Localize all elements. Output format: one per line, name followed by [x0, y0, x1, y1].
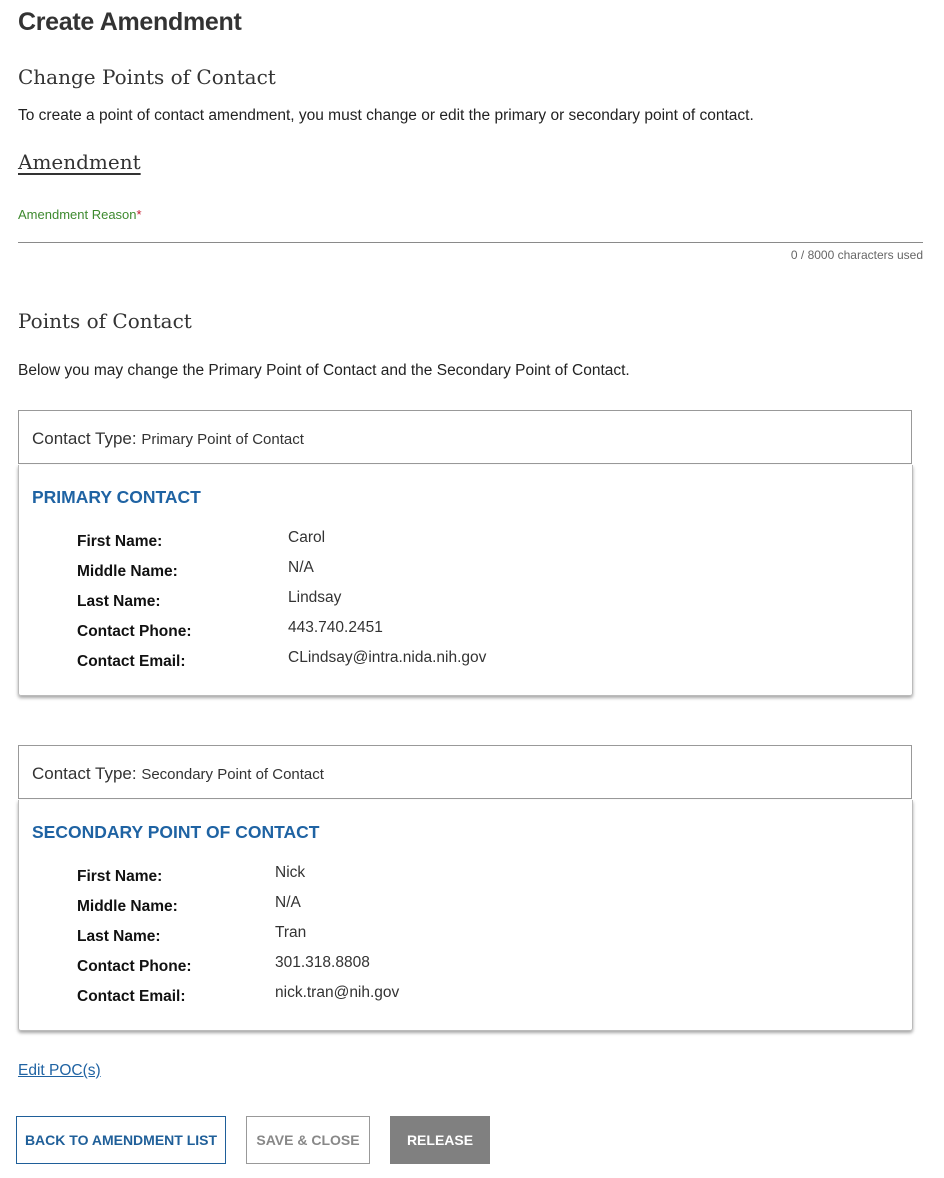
contact-field-row [77, 864, 877, 894]
required-mark: * [136, 207, 142, 222]
contact-card-title: SECONDARY POINT OF CONTACT [32, 822, 320, 842]
contact-card [18, 465, 913, 696]
field-label: Contact Email: [77, 653, 186, 670]
contact-type-header [18, 745, 912, 799]
field-label: Contact Phone: [77, 623, 192, 640]
contact-field-row [77, 649, 877, 679]
character-count: 0 / 8000 characters used [790, 248, 923, 262]
field-value: N/A [275, 894, 301, 911]
poc-section-description: Below you may change the Primary Point of Contact and the Secondary Point of Contact. [18, 362, 630, 379]
field-value: N/A [288, 559, 314, 576]
field-value: Carol [288, 529, 326, 546]
contact-field-row [77, 559, 877, 589]
contact-type-header [18, 410, 912, 464]
contact-field-row [77, 529, 877, 559]
field-label: Contact Email: [77, 988, 186, 1005]
field-value: nick.tran@nih.gov [275, 984, 400, 1001]
field-label: Last Name: [77, 593, 161, 610]
contact-field-row [77, 924, 877, 954]
contact-type-value: Primary Point of Contact [141, 431, 304, 448]
field-label: Middle Name: [77, 898, 178, 915]
contact-field-row [77, 589, 877, 619]
input-underline [18, 242, 923, 243]
change-section-description: To create a point of contact amendment, you must change or edit the primary or secondary point of contact. [18, 107, 754, 124]
field-label: Contact Phone: [77, 958, 192, 975]
field-value: 301.318.8808 [275, 954, 370, 971]
amendment-reason-label [18, 207, 142, 222]
contact-type-value: Secondary Point of Contact [141, 766, 324, 783]
field-value: 443.740.2451 [288, 619, 383, 636]
amendment-reason-input[interactable] [18, 222, 923, 242]
save-close-button[interactable]: SAVE & CLOSE [246, 1116, 370, 1164]
contact-field-row [77, 894, 877, 924]
field-value: Tran [275, 924, 307, 941]
poc-section-title: Points of Contact [18, 309, 192, 333]
edit-poc-link[interactable]: Edit POC(s) [18, 1062, 101, 1079]
contact-type-label: Contact Type: [32, 429, 137, 448]
change-section-title: Change Points of Contact [18, 65, 276, 89]
field-value: Nick [275, 864, 306, 881]
field-label: Last Name: [77, 928, 161, 945]
contact-card [18, 800, 913, 1031]
field-label: Middle Name: [77, 563, 178, 580]
back-to-amendment-list-button[interactable]: BACK TO AMENDMENT LIST [16, 1116, 226, 1164]
field-value: Lindsay [288, 589, 342, 606]
contact-field-row [77, 984, 877, 1014]
field-label: First Name: [77, 533, 163, 550]
contact-card-title: PRIMARY CONTACT [32, 487, 201, 507]
field-label: First Name: [77, 868, 163, 885]
field-value: CLindsay@intra.nida.nih.gov [288, 649, 487, 666]
amendment-heading: Amendment [18, 150, 141, 174]
amendment-reason-label-text: Amendment Reason [18, 207, 137, 222]
release-button[interactable]: RELEASE [390, 1116, 490, 1164]
page-title: Create Amendment [18, 8, 242, 36]
contact-type-label: Contact Type: [32, 764, 137, 783]
contact-field-row [77, 954, 877, 984]
contact-field-row [77, 619, 877, 649]
